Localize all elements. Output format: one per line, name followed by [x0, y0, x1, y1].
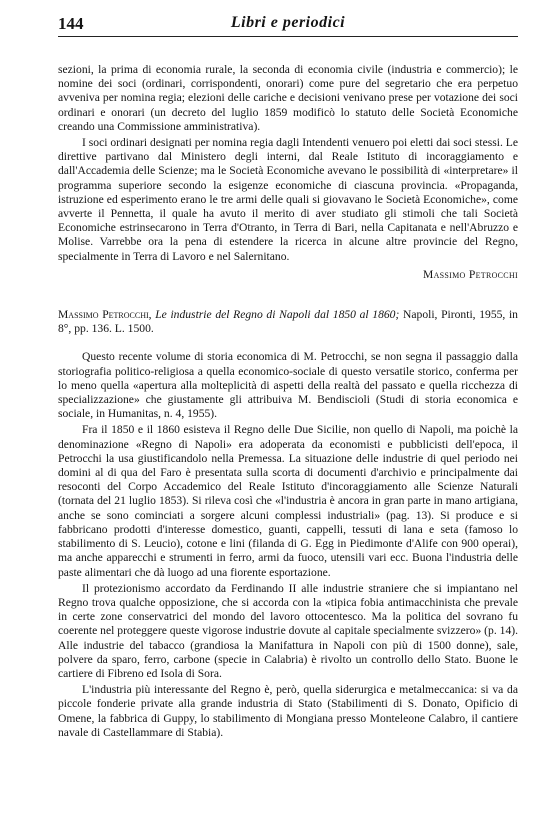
page-header	[58, 14, 518, 37]
review-paragraph: Il protezionismo accordato da Ferdinando II alle industrie straniere che si impiantano nel Regno trova qualche opposizione, che si accorda con la «tipica fobia antimacchinista che prevale in certe zone conservatrici del mondo del lavoro ottocentesco. Ma la politica del sovrano fu coerente nel proteggere queste vigorose industrie dovute al capitale specialmente svizzero» (p. 14). Alle industrie del tabacco (grandiosa la Manifattura in Napoli con più di 1500 donne), sale, polvere da sparo, ferro, carbone (specie in Calabria) è rivolto un controllo dello Stato. Buone le cartiere di Fibreno ed Isola di Sora.	[58, 581, 518, 680]
review-paragraph: L'industria più interessante del Regno è, però, quella siderurgica e metalmeccanica: si va da piccole fonderie private alla grande industria di Stato (Stabilimenti di S. Donato, Opificio di Omene, la fabbrica di Guppy, lo stabilimento di Mongiana presso Monteleone Calabro, il cantiere navale di Castellammare di Stabia).	[58, 683, 518, 739]
running-title: Libri e periodici	[230, 14, 346, 31]
review-book-title: Le industrie del Regno di Napoli dal 1850 al 1860;	[155, 308, 400, 322]
review-paragraph: Fra il 1850 e il 1860 esisteva il Regno delle Due Sicilie, non quello di Napoli, ma poichè la denominazione «Regno di Napoli» era adoperata da economisti e pubblicisti dell'epoca, il Petrocchi la usa giustificandolo nella Premessa. La situazione delle industrie di quel periodo nei domini al di qua del Faro è presentata sulla scorta di documenti d'archivio e principalmente dai resoconti del Corpo Accademico del Reale Istituto d'incoraggiamento alle Scienze Naturali (tornata del 21 luglio 1853). Si rileva così che «l'industria è ancora in gran parte in mano artigiana, anche se sono cominciati a sorgere alcuni complessi industriali» (pag. 13). Si produce e si fabbricano prodotti d'interesse domestico, guanti, cappelli, tessuti di lana e seta (famoso lo stabilimento di S. Leucio), cotone e lini (filanda di G. Egg in Piedimonte d'Alife con 900 operai), ma anche apparecchi e strumenti in ferro, armi da fuoco, utensili vari ecc. Buona l'industria delle paste alimentari che dà luogo ad una fiorente esportazione.	[58, 423, 518, 579]
previous-article-paragraph: sezioni, la prima di economia rurale, la seconda di economia civile (industria e commercio); le nomine dei soci (ordinari, corrispondenti, onorari) come pure del segretario che era perpetuo avveniva per nomina regia; elezioni delle cariche e decisioni venivano prese per votazione dei soci ordinari e onorari (un decreto del luglio 1859 modificò lo statuto delle Società Economiche creando una Commissione amministrativa).	[58, 63, 518, 133]
previous-article-paragraph: I soci ordinari designati per nomina regia dagli Intendenti venuero poi eletti dai soci stessi. Le direttive partivano dal Ministero degli interni, dal Reale Istituto di incoraggiamento e dall'Accademia delle Scienze; ma le Società Economiche avevano le possibilità di «interpretare» il programma superiore secondo la esigenze economiche di ciascuna provincia. «Propaganda, istruzione ed esperimento erano le tre armi delle quali si giovavano le Società Economiche», come avverte il Pennetta, il quale ha avuto il merito di aver studiato gli stimoli che tali Società Economiche estrinsecarono in Terra d'Otranto, in Terra di Bari, nella Capitanata e nell'Abruzzo e Molise. Varrebbe ora la pena di estendere la ricerca in alcune altre provincie del Regno, specialmente in Terra di Lavoro e nel Salernitano.	[58, 136, 518, 263]
author-signature: Massimo Petrocchi	[423, 267, 518, 281]
review-body	[58, 350, 518, 739]
page-content	[58, 63, 518, 740]
review-paragraph: Questo recente volume di storia economica di M. Petrocchi, se non segna il passaggio dalla storiografia politico-religiosa a quella economico-sociale di questo versatile storico, conferma per lo meno quella «apertura alla molteplicità di aspetti della realtà del passato e quella ricchezza di specializzazione» che giustamente gli attribuiva M. Bendiscioli (Studi di storia economica e sociale, in Humanitas, n. 4, 1955).	[58, 350, 518, 421]
review-heading	[58, 308, 518, 336]
review-author: Massimo Petrocchi,	[58, 308, 152, 322]
page-number: 144	[58, 14, 84, 33]
review-imprint: Napoli, Pironti, 1955, in 8°, pp. 136. L. 1500.	[58, 308, 518, 336]
